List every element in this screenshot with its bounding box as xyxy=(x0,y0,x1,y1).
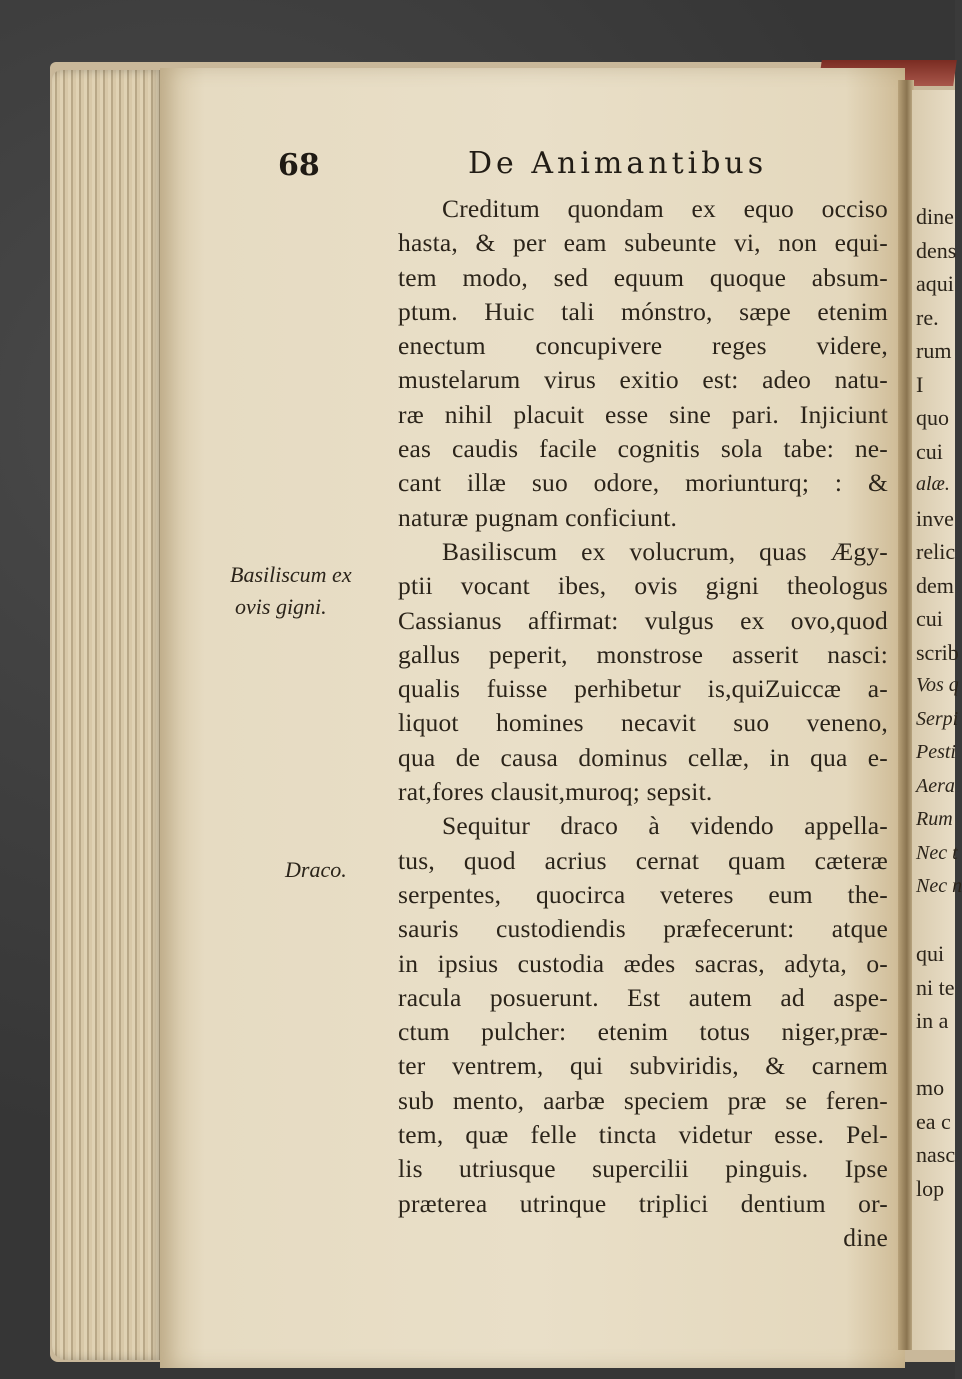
facing-line: cui xyxy=(916,606,943,631)
text-line: Creditum quondam ex equo occiso xyxy=(442,194,888,223)
text-line: rat,fores clausit,muroq; sepsit. xyxy=(398,777,713,807)
facing-line: re. xyxy=(916,304,939,330)
text-line: ter ventrem, qui subviridis, & carnem xyxy=(398,1051,888,1081)
facing-line: ni te xyxy=(916,974,955,1000)
text-line: eas caudis facile cognitis sola tabe: ne- xyxy=(398,434,888,464)
facing-line: aqui xyxy=(916,271,954,296)
facing-line xyxy=(916,904,956,938)
text-line: ptii vocant ibes, ovis gigni theologus xyxy=(398,571,888,601)
text-line: qualis fuisse perhibetur is,quiZuiccæ a- xyxy=(398,674,888,704)
facing-line: relic xyxy=(916,539,956,564)
text-line: ræ nihil placuit esse sine pari. Injiciunt xyxy=(398,399,888,429)
running-head: De Animantibus xyxy=(468,146,768,181)
text-line: qua de causa dominus cellæ, in qua e- xyxy=(398,742,888,772)
text-line: in ipsius custodia ædes sacras, adyta, o- xyxy=(398,948,888,978)
text-line: sauris custodiendis præfecerunt: atque xyxy=(398,914,888,944)
marginal-note-basiliscum: Basiliscum ex xyxy=(230,562,352,587)
text-line: mustelarum virus exitio est: adeo natu- xyxy=(398,365,888,395)
facing-line: Pesti xyxy=(916,741,956,763)
catchword: dine xyxy=(843,1222,888,1252)
text-line: ctum pulcher: etenim totus niger,præ- xyxy=(398,1017,888,1047)
text-line: gallus peperit, monstrose asserit nasci: xyxy=(398,639,888,669)
facing-line: Vos q xyxy=(916,674,959,696)
text-line: tus, quod acrius cernat quam cæteræ xyxy=(398,845,888,875)
text-line: ptum. Huic tali mónstro, sæpe etenim xyxy=(398,296,888,326)
marginal-note-ovis: ovis gigni. xyxy=(235,594,327,619)
facing-line: ea c xyxy=(916,1108,951,1134)
text-line: serpentes, quocirca veteres eum the- xyxy=(398,879,888,909)
facing-line: I xyxy=(916,371,924,397)
text-line: hasta, & per eam subeunte vi, non equi- xyxy=(398,228,888,258)
facing-line: Rum xyxy=(916,808,953,830)
text-line: lis utriusque supercilii pinguis. Ipse xyxy=(398,1154,888,1184)
facing-line: alæ. xyxy=(916,473,950,495)
facing-line xyxy=(916,1038,956,1072)
text-line: Cassianus affirmat: vulgus ex ovo,quod xyxy=(398,605,888,635)
facing-line: lop xyxy=(916,1175,945,1201)
facing-line: cui xyxy=(916,438,943,464)
facing-line: scrib xyxy=(916,639,959,665)
text-line: cant illæ suo odore, moriunturq; : & xyxy=(398,468,888,498)
text-line: tem modo, sed equum quoque absum- xyxy=(398,262,888,292)
facing-line: dem xyxy=(916,572,954,598)
text-line: Basiliscum ex volucrum, quas Ægy- xyxy=(442,536,888,566)
facing-line: rum xyxy=(916,338,952,363)
facing-line: inve xyxy=(916,505,954,531)
facing-line: dine xyxy=(916,204,954,229)
body-text xyxy=(398,192,888,1255)
facing-line: Serpi xyxy=(916,707,959,730)
facing-line: Nec n xyxy=(916,875,962,897)
facing-line: mo xyxy=(916,1075,945,1100)
text-line: enectum concupivere reges videre, xyxy=(398,331,888,361)
facing-page-text xyxy=(916,200,962,1205)
facing-line: in a xyxy=(916,1008,949,1033)
page-number: 68 xyxy=(278,148,320,183)
facing-line: Aera xyxy=(916,774,955,797)
text-line: præterea utrinque triplici dentium or- xyxy=(398,1188,888,1218)
facing-line: qui xyxy=(916,941,945,966)
text-line: Sequitur draco à videndo appella- xyxy=(442,811,888,841)
facing-line: nasc xyxy=(916,1142,956,1167)
facing-line: dens xyxy=(916,237,957,263)
page-edges xyxy=(52,70,164,1360)
text-line: liquot homines necavit suo veneno, xyxy=(398,708,888,738)
text-line: naturæ pugnam conficiunt. xyxy=(398,502,678,532)
text-line: sub mento, aarbæ speciem præ se feren- xyxy=(398,1085,888,1115)
facing-line: Nec t xyxy=(916,841,958,864)
text-line: racula posuerunt. Est autem ad aspe- xyxy=(398,982,888,1012)
text-line: tem, quæ felle tincta videtur esse. Pel- xyxy=(398,1120,888,1150)
facing-line: quo xyxy=(916,405,949,430)
marginal-note-draco: Draco. xyxy=(285,857,347,882)
